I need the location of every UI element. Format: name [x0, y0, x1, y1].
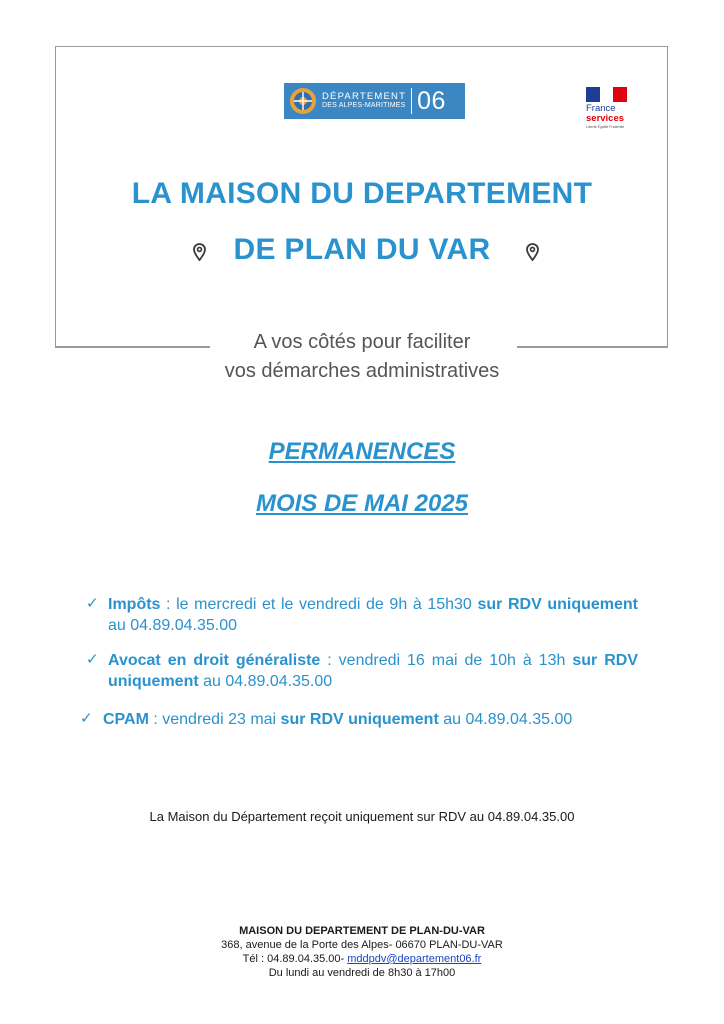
- item-bold-text: sur RDV uniquement: [280, 711, 439, 728]
- department-logo-line1: DÉPARTEMENT: [322, 91, 407, 103]
- item-phone: au 04.89.04.35.00: [438, 711, 573, 728]
- department-logo: [284, 83, 465, 119]
- checkmark-icon: ✓: [80, 710, 93, 727]
- item-label: Impôts: [108, 596, 161, 613]
- item-bold-text: sur RDV uniquement: [108, 652, 639, 690]
- permanences-title: PERMANENCES: [268, 438, 456, 465]
- france-services-logo: [586, 87, 630, 139]
- item-bold-text: sur RDV uniquement: [477, 596, 639, 613]
- department-logo-separator: [411, 88, 412, 114]
- tagline-line2: vos démarches administratives: [224, 360, 500, 382]
- footer-address: 368, avenue de la Porte des Alpes- 06670 PLAN-DU-VAR: [221, 939, 503, 951]
- checkmark-icon: ✓: [86, 651, 99, 668]
- footer-phone: Tél : 04.89.04.35.00-: [242, 953, 348, 965]
- tagline: [0, 328, 724, 386]
- list-item: [103, 709, 633, 730]
- department-logo-line2: DES ALPES-MARITIMES: [322, 102, 406, 110]
- footer-contact: [0, 952, 724, 966]
- item-label: CPAM: [103, 711, 149, 728]
- page-title-line2: DE PLAN DU VAR: [233, 233, 491, 266]
- footer-email-link[interactable]: mddpdv@departement06.fr: [347, 953, 482, 965]
- list-item: [108, 594, 638, 636]
- checkmark-icon: ✓: [86, 595, 99, 612]
- appointment-notice: La Maison du Département reçoit uniquement sur RDV au 04.89.04.35.00: [149, 809, 575, 824]
- footer: [0, 924, 724, 980]
- month-title: MOIS DE MAI 2025: [255, 490, 469, 517]
- french-flag-icon: [586, 87, 627, 102]
- item-phone: au 04.89.04.35.00: [108, 617, 238, 634]
- item-text: : le mercredi et le vendredi de 9h à 15h30: [160, 596, 478, 613]
- item-label: Avocat en droit généraliste: [108, 652, 321, 669]
- france-services-line1: France: [586, 103, 616, 114]
- item-text: : vendredi 16 mai de 10h à 13h: [320, 652, 573, 669]
- footer-title: MAISON DU DEPARTEMENT DE PLAN-DU-VAR: [239, 925, 485, 937]
- list-item: [108, 650, 638, 692]
- item-phone: au 04.89.04.35.00: [198, 673, 333, 690]
- item-text: : vendredi 23 mai: [148, 711, 281, 728]
- france-services-motto: Liberté Égalité Fraternité: [586, 125, 625, 129]
- department-logo-number: 06: [417, 86, 446, 115]
- map-pin-icon: [526, 243, 539, 261]
- page-title-line1: LA MAISON DU DEPARTEMENT: [131, 177, 593, 210]
- france-services-line2: services: [586, 113, 625, 124]
- footer-hours: Du lundi au vendredi de 8h30 à 17h00: [268, 967, 456, 979]
- department-emblem-icon: [290, 88, 316, 114]
- tagline-line1: A vos côtés pour faciliter: [253, 331, 471, 353]
